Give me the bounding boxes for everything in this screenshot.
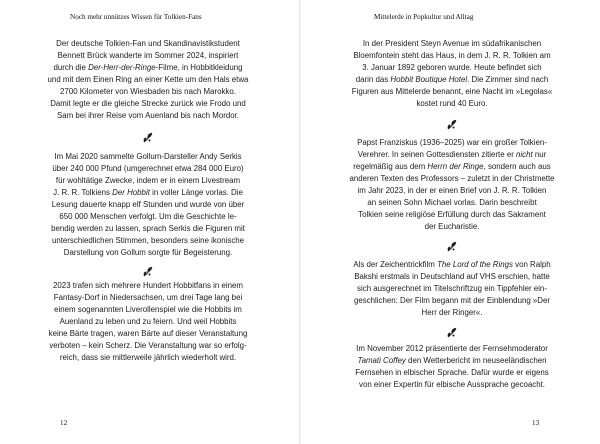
leaf-vine-ornament-icon — [445, 239, 459, 253]
leaf-vine-ornament-icon — [445, 325, 459, 339]
right-paragraph-3: Als der Zeichentrickfilm The Lord of the Rings von Ralph Bakshi erstmals in Deutschland auf VHS erschien, hatte sich ausgerechnet im Titelschriftzug ein Tippfehler ein- geschlichen: Der Film begann mit der Einblendung »Der Herr der Ringer«. — [353, 260, 551, 318]
leaf-vine-ornament-icon — [141, 264, 155, 278]
left-paragraph-1: Der deutsche Tolkien-Fan und Skandinavistikstudent Bennett Brück wanderte im Sommer 2024, inspiriert durch die Der-Herr-der-Ringe-Filme, in Hobbitkleidung und mit dem Einen Ring an einer Kette um den Hals etwa 2700 Kilometer von Wiesbaden bis nach Marokko. Damit legte er die gleiche Strecke zurück wie Frodo und Sam bei ihrer Reise vom Auenland bis nach Mordor. — [47, 39, 249, 121]
right-page-number: 13 — [532, 419, 540, 427]
right-paragraph-4: Im November 2012 präsentierte der Fernsehmoderator Tamati Coffey den Wetterbericht im neuseeländischen Fernsehen in elbischer Sprache. Dafür wurde er eigens von einer Expertin für elbische Aussprache gecoacht. — [355, 344, 549, 390]
left-running-head: Noch mehr unnützes Wissen für Tolkien-Fans — [70, 13, 202, 21]
left-paragraph-3: 2023 trafen sich mehrere Hundert Hobbitfans in einem Fantasy-Dorf in Niedersachsen, um drei Tage lang bei einem sogenannten Liverollenspiel wie die Hobbits im Auenland zu leben und zu feiern. Und weil Hobbits keine Bärte tragen, waren Bärte auf dieser Veranstaltung verboten – kein Scherz. Die Veranstaltung war so erfolg- reich, dass sie mittlerweile jährlich wiederholt wird. — [48, 281, 248, 363]
right-page — [300, 0, 600, 444]
right-paragraph-1: In der President Steyn Avenue im südafrikanischen Bloemfontein steht das Haus, in dem J. R. R. Tolkien am 3. Januar 1892 geboren wurde. Heute befindet sich darin das Hobbit Boutique Hotel. Die Zimmer sind nach Figuren aus Mittelerde benannt, eine Nacht im »Legolas« kostet rund 40 Euro. — [351, 39, 553, 109]
right-paragraph-2: Papst Franziskus (1936–2025) war ein großer Tolkien- Verehrer. In seinen Gottesdiensten zitierte er nicht nur regelmäßig aus dem Herrn der Ringe, sondern auch aus anderen Texten des Professors – zuletzt in der Christmette im Jahr 2023, in der er einen Brief von J. R. R. Tolkien an seinen Sohn Michael vorlas. Darin beschreibt Tolkien seine religiöse Erfüllung durch das Sakrament der Eucharistie. — [349, 138, 555, 232]
right-running-head: Mittelerde in Popkultur und Alltag — [374, 13, 474, 21]
left-page-number: 12 — [60, 419, 68, 427]
leaf-vine-ornament-icon — [445, 117, 459, 131]
left-paragraph-2: Im Mai 2020 sammelte Gollum-Darsteller Andy Serkis über 240 000 Pfund (umgerechnet etwa 284 000 Euro) für wohltätige Zwecke, indem er in einem Livestream J. R. R. Tolkiens Der Hobbit in voller Länge vorlas. Die Lesung dauerte knapp elf Stunden und wurde von über 650 000 Menschen verfolgt. Um die Geschichte le- bendig werden zu lassen, sprach Serkis die Figuren mit unterschiedlichen Stimmen, besonders seine ikonische Darstellung von Gollum sorgte für Begeisterung. — [51, 152, 245, 258]
leaf-vine-ornament-icon — [141, 130, 155, 144]
